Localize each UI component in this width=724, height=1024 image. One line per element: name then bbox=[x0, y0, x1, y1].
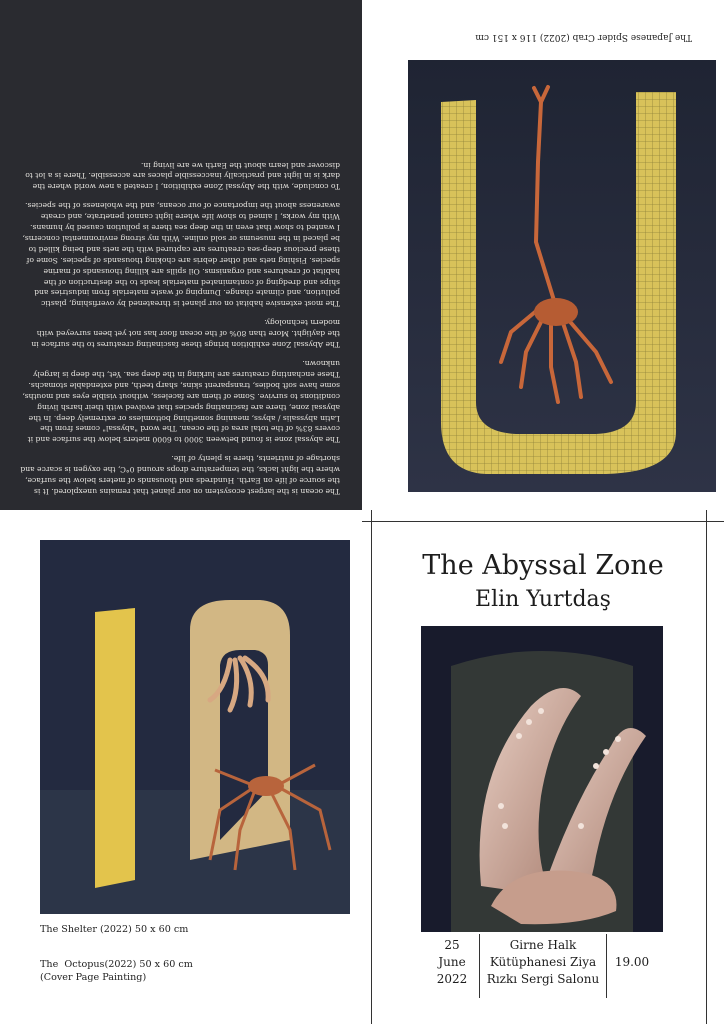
info-divider bbox=[479, 934, 480, 998]
statement-paragraph: The most extensive habitat on our planet is threatened by overfishing, plastic pollution, and climate change. Dumping of waste materials from industries and ships and dredging of contaminated materials leads to the destruction of the habitat of creatures and organisms. Oil spills are killing thousands of marine species. Fishing nets and other debris are choking thousands of species. Some of these precious deep-sea creatures are captured with the nets and being killed to be placed in the museums or sold online. With my strong environmental concerns, I wanted to show that even in the deep sea there is pollution caused by humans. With my works, I aimed to show life where light cannot penetrate, and create awareness about the importance of our oceans, and the wholeness of the species. bbox=[22, 201, 340, 309]
artist-name: Elin Yurtdaş bbox=[475, 587, 611, 612]
spider-crab-artwork bbox=[408, 60, 716, 492]
octopus-caption-line: (Cover Page Painting) bbox=[40, 972, 147, 983]
statement-paragraph: The Abyssal Zone exhibition brings these fascinating creatures to the surface in the daylight. More than 80% of the ocean floor has not yet been surveyed with modern technology. bbox=[31, 318, 340, 350]
event-time: 19.00 bbox=[614, 955, 650, 969]
date-month: June bbox=[438, 955, 466, 969]
venue-line: Girne Halk bbox=[509, 938, 577, 952]
crab-panel bbox=[362, 0, 724, 510]
date-day: 25 bbox=[444, 938, 460, 952]
statement-paragraph: To conclude, with the Abyssal Zone exhibition, I created a new world where the dark is in light and practically inaccessible places are accessible. There is a lot to discover and learn about the Earth we are living in. bbox=[25, 160, 340, 192]
statement-paragraph: The abyssal zone is found between 3000 to 6000 meters below the surface and it covers 83% of the total area of the ocean. The word "abyssal" comes from the Latin abyssalis / abyss, meaning something bottomless or extremely deep. In the abyssal zone, there are fascinating species that evolved with their harsh living conditions to survive. Some of them are faceless, without visible eyes and mouths, some have soft bodies, transparent skins, sharp teeth, and extendable stomachs. These enchanting creatures are lurking in the deep sea. Yet, the deep is largely unknown. bbox=[22, 359, 340, 445]
crab-caption: The Japanese Spider Crab (2022) 116 x 151 cm bbox=[475, 32, 692, 42]
exhibition-title: The Abyssal Zone bbox=[422, 550, 664, 581]
fold-line-horizontal bbox=[362, 521, 724, 522]
venue-line: Rızkı Sergi Salonu bbox=[486, 972, 600, 986]
event-date bbox=[426, 937, 478, 988]
shelter-painting bbox=[40, 540, 350, 914]
octopus-artwork bbox=[421, 626, 663, 932]
shelter-artwork bbox=[40, 540, 350, 914]
octopus-caption bbox=[40, 958, 193, 984]
shelter-caption: The Shelter (2022) 50 x 60 cm bbox=[40, 924, 189, 935]
venue-line: Kütüphanesi Ziya bbox=[489, 955, 597, 969]
statement-paragraph: The ocean is the largest ecosystem on our planet that remains unexplored. It is the source of life on Earth. Hundreds and thousands of meters below the surface, where the light lacks, the temperature drops around 0°C, the oxygen is scarce and shortage of nutrients, there is plenty of life. bbox=[20, 454, 340, 496]
info-divider bbox=[606, 934, 607, 998]
event-venue bbox=[481, 937, 605, 988]
statement-panel bbox=[0, 0, 362, 510]
statement-text bbox=[20, 151, 340, 496]
date-year: 2022 bbox=[436, 972, 468, 986]
octopus-caption-line: The Octopus(2022) 50 x 60 cm bbox=[40, 959, 193, 970]
spider-crab-painting bbox=[408, 60, 716, 492]
cover-octopus-painting bbox=[421, 626, 663, 932]
